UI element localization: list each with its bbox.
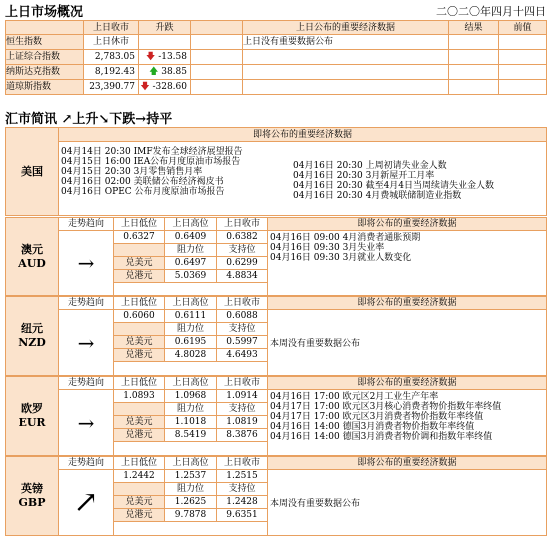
usa-events-header: 即将公布的重要经济数据	[59, 128, 547, 142]
market-header-blank	[6, 21, 84, 35]
cross1-resistance: 0.6497	[165, 257, 217, 270]
usa-events-right	[293, 147, 495, 201]
currency-name	[6, 377, 59, 456]
cross1-label: 兑美元	[114, 257, 165, 270]
index-close: 上日休市	[84, 35, 139, 50]
list-item: 04月16日 14:00 德国3月消费者物价调和指数年率终值	[270, 432, 493, 442]
market-prev-cell	[499, 65, 547, 80]
arrow-down-icon: 🡇	[140, 82, 150, 92]
low-label: 上日低位	[114, 297, 165, 310]
spacer-cell	[114, 442, 268, 456]
currency-events	[268, 390, 547, 456]
blank-cell	[114, 244, 165, 257]
currency-events	[268, 310, 547, 376]
list-item: 04月14日 20:30 IMF发布全球经济展望报告	[61, 147, 243, 157]
arrow-up-icon: 🡅	[149, 67, 159, 77]
cross2-label: 兑港元	[114, 349, 165, 362]
cross2-resistance: 9.7878	[165, 509, 217, 522]
close-label: 上日收市	[217, 218, 268, 231]
market-cell-blank	[191, 35, 243, 50]
market-event-blank	[243, 65, 449, 80]
blank-cell	[114, 323, 165, 336]
support-label: 支持位	[217, 323, 268, 336]
spacer-cell	[114, 283, 268, 296]
list-item: 04月16日 09:30 3月就业人数变化	[270, 253, 412, 263]
support-label: 支持位	[217, 244, 268, 257]
resistance-label: 阻力位	[165, 244, 217, 257]
trend-arrow-icon: ↗	[59, 470, 114, 536]
currency-block-aud	[5, 217, 547, 296]
events-header: 即将公布的重要经济数据	[268, 377, 547, 390]
currency-name-en: AUD	[18, 256, 46, 270]
prev-low: 1.2442	[114, 470, 165, 483]
table-row	[6, 50, 547, 65]
prev-high: 1.0968	[165, 390, 217, 403]
spacer-cell	[114, 522, 268, 536]
currency-events	[268, 231, 547, 296]
market-event-blank	[243, 50, 449, 65]
cross2-label: 兑港元	[114, 509, 165, 522]
low-label: 上日低位	[114, 377, 165, 390]
market-prev-cell	[499, 80, 547, 95]
list-item: 04月16日 17:00 欧元区2月工业生产年率	[270, 392, 439, 402]
prev-close: 1.0914	[217, 390, 268, 403]
low-label: 上日低位	[114, 457, 165, 470]
market-cell-blank	[191, 80, 243, 95]
cross2-support: 9.6351	[217, 509, 268, 522]
currency-name-cn: 欧罗	[21, 402, 43, 415]
list-item: 04月15日 16:00 IEA公布月度原油市场报告	[61, 157, 241, 167]
prev-low: 0.6327	[114, 231, 165, 244]
fx-section-title: 汇市简讯 ↗上升↘下跌→持平	[5, 112, 173, 127]
prev-low: 1.0893	[114, 390, 165, 403]
index-change-value: 38.85	[161, 67, 187, 77]
resistance-label: 阻力位	[165, 483, 217, 496]
cross2-label: 兑港元	[114, 429, 165, 442]
market-header-close: 上日收市	[84, 21, 139, 35]
trend-label: 走势趋向	[59, 457, 114, 470]
resistance-label: 阻力位	[165, 323, 217, 336]
cross1-support: 1.2428	[217, 496, 268, 509]
high-label: 上日高位	[165, 377, 217, 390]
index-change-value: -13.58	[158, 52, 187, 62]
events-header: 即将公布的重要经济数据	[268, 218, 547, 231]
fx-table	[5, 127, 547, 216]
report-date: 二〇二〇年四月十四日	[436, 5, 546, 18]
currency-name	[6, 457, 59, 536]
market-event-blank	[243, 80, 449, 95]
list-item: 04月16日 OPEC 公布月度原油市场报告	[61, 187, 225, 197]
index-change	[139, 35, 191, 50]
list-item: 04月17日 17:00 欧元区3月核心消费者物价指数年率终值	[270, 402, 502, 412]
events-header: 即将公布的重要经济数据	[268, 457, 547, 470]
market-header-events-blank	[191, 21, 243, 35]
prev-low: 0.6060	[114, 310, 165, 323]
high-label: 上日高位	[165, 297, 217, 310]
market-result-cell	[449, 65, 499, 80]
cross1-label: 兑美元	[114, 416, 165, 429]
table-row	[6, 35, 547, 50]
market-prev-cell	[499, 35, 547, 50]
index-change-value: -328.60	[152, 82, 187, 92]
cross2-support: 8.3876	[217, 429, 268, 442]
trend-arrow-icon: →	[59, 231, 114, 296]
list-item: 04月16日 09:00 4月消费者通胀预期	[270, 233, 421, 243]
list-item: 本周没有重要数据公布	[270, 338, 361, 349]
currency-name-en: GBP	[18, 496, 46, 509]
support-label: 支持位	[217, 403, 268, 416]
market-result-cell	[449, 80, 499, 95]
market-header-change: 升跌	[139, 21, 191, 35]
prev-close: 1.2515	[217, 470, 268, 483]
currency-blocks	[5, 217, 546, 536]
usa-events-left	[61, 147, 293, 197]
cross2-label: 兑港元	[114, 270, 165, 283]
currency-block-nzd	[5, 296, 547, 376]
market-header-events: 上日公布的重要经济数据	[243, 21, 449, 35]
cross2-resistance: 5.0369	[165, 270, 217, 283]
market-cell-blank	[191, 65, 243, 80]
index-close: 8,192.43	[84, 65, 139, 80]
cross1-resistance: 1.2625	[165, 496, 217, 509]
index-name: 恒生指数	[6, 35, 84, 50]
index-change	[139, 80, 191, 95]
close-label: 上日收市	[217, 377, 268, 390]
currency-block-eur	[5, 376, 547, 456]
trend-arrow-icon: →	[59, 310, 114, 376]
prev-high: 0.6409	[165, 231, 217, 244]
list-item: 04月16日 02:00 美联储公布经济褐皮书	[61, 177, 224, 187]
cross1-resistance: 0.6195	[165, 336, 217, 349]
list-item: 04月17日 17:00 欧元区3月消费者物价指数年率终值	[270, 412, 484, 422]
index-close: 23,390.77	[84, 80, 139, 95]
cross1-resistance: 1.1018	[165, 416, 217, 429]
currency-events	[268, 470, 547, 536]
high-label: 上日高位	[165, 218, 217, 231]
trend-arrow-icon: →	[59, 390, 114, 456]
blank-cell	[114, 483, 165, 496]
currency-name-cn: 澳元	[21, 242, 43, 256]
index-name: 道琼斯指数	[6, 80, 84, 95]
high-label: 上日高位	[165, 457, 217, 470]
market-event-text: 上日没有重要数据公布	[243, 35, 449, 50]
list-item: 04月16日 14:00 德国3月消费者物价指数年率终值	[270, 422, 475, 432]
market-overview-table	[5, 20, 547, 95]
cross1-support: 1.0819	[217, 416, 268, 429]
cross1-support: 0.6299	[217, 257, 268, 270]
prev-close: 0.6088	[217, 310, 268, 323]
currency-block-gbp	[5, 456, 547, 536]
cross2-resistance: 8.5419	[165, 429, 217, 442]
cross2-support: 4.6493	[217, 349, 268, 362]
cross1-label: 兑美元	[114, 336, 165, 349]
blank-cell	[114, 403, 165, 416]
market-result-cell	[449, 50, 499, 65]
close-label: 上日收市	[217, 297, 268, 310]
market-header-result: 结果	[449, 21, 499, 35]
cross2-resistance: 4.8028	[165, 349, 217, 362]
trend-label: 走势趋向	[59, 377, 114, 390]
country-usa: 美国	[6, 128, 59, 216]
index-change	[139, 65, 191, 80]
support-label: 支持位	[217, 483, 268, 496]
usa-events	[59, 142, 547, 216]
events-header: 即将公布的重要经济数据	[268, 297, 547, 310]
prev-high: 1.2537	[165, 470, 217, 483]
resistance-label: 阻力位	[165, 403, 217, 416]
currency-name-en: NZD	[18, 336, 46, 349]
currency-name	[6, 218, 59, 296]
market-cell-blank	[191, 50, 243, 65]
table-row	[6, 65, 547, 80]
list-item: 04月16日 20:30 上周初请失业金人数	[293, 161, 447, 171]
prev-close: 0.6382	[217, 231, 268, 244]
prev-high: 0.6111	[165, 310, 217, 323]
index-name: 上证综合指数	[6, 50, 84, 65]
index-name: 纳斯达克指数	[6, 65, 84, 80]
currency-name-cn: 英镑	[21, 482, 43, 495]
page-title: 上日市场概况	[5, 5, 84, 20]
index-close: 2,783.05	[84, 50, 139, 65]
list-item: 04月16日 09:30 3月失业率	[270, 243, 385, 253]
arrow-down-icon: 🡇	[146, 52, 156, 62]
low-label: 上日低位	[114, 218, 165, 231]
list-item: 04月16日 20:30 4月费城联储制造业指数	[293, 191, 462, 201]
list-item: 04月16日 20:30 截至4月4日当周续请失业金人数	[293, 181, 495, 191]
cross1-label: 兑美元	[114, 496, 165, 509]
spacer-cell	[114, 362, 268, 376]
market-prev-cell	[499, 50, 547, 65]
market-header-prev: 前值	[499, 21, 547, 35]
list-item: 04月16日 20:30 3月新屋开工月率	[293, 171, 435, 181]
trend-label: 走势趋向	[59, 218, 114, 231]
table-row	[6, 80, 547, 95]
cross2-support: 4.8834	[217, 270, 268, 283]
currency-name-cn: 纽元	[21, 322, 43, 335]
list-item: 本周没有重要数据公布	[270, 498, 361, 509]
currency-name-en: EUR	[18, 416, 46, 429]
currency-name	[6, 297, 59, 376]
cross1-support: 0.5997	[217, 336, 268, 349]
market-result-cell	[449, 35, 499, 50]
trend-label: 走势趋向	[59, 297, 114, 310]
list-item: 04月15日 20:30 3月零售销售月率	[61, 167, 203, 177]
close-label: 上日收市	[217, 457, 268, 470]
index-change	[139, 50, 191, 65]
